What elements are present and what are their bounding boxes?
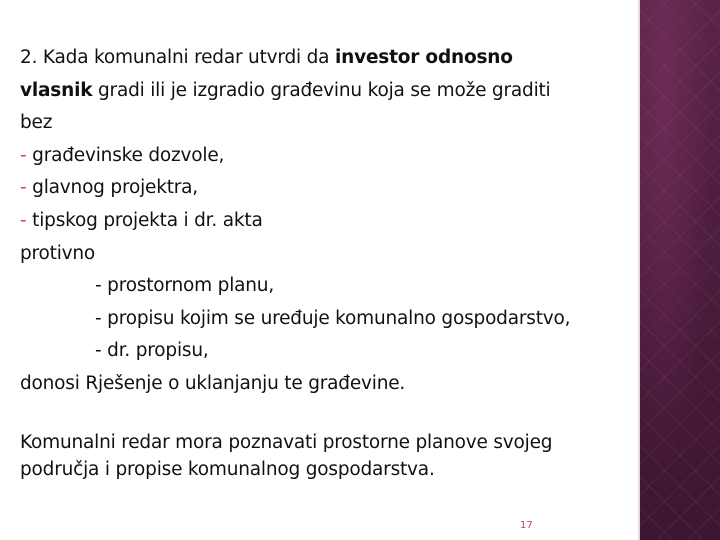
intro-line-2 [20,75,620,108]
bullet-item [20,172,620,205]
sub-item: - dr. propisu, [95,340,209,362]
bez-line: bez [20,112,53,134]
paragraph-spacer [20,401,620,429]
bullet-dash: - [20,177,27,199]
intro-bold-2: vlasnik [20,79,93,101]
bullet-text: građevinske dozvole, [32,144,225,166]
sub-item: - prostornom planu, [95,275,275,297]
intro-prefix: 2. Kada komunalni redar utvrdi da [20,47,335,68]
conclusion-line: donosi Rješenje o uklanjanju te građevine. [20,372,406,394]
bullet-item [20,205,620,238]
bullet-item [20,140,620,173]
page-number: 17 [520,520,533,531]
bullet-text: tipskog projekta i dr. akta [32,209,263,231]
bullet-text: glavnog projektra, [32,177,198,199]
final-paragraph-line-2: područja i propise komunalnog gospodarstva. [20,458,435,480]
final-paragraph-line-1: Komunalni redar mora poznavati prostorne planove svojeg [20,431,553,453]
bullet-dash: - [20,144,27,166]
decorative-side-panel [640,0,720,540]
intro-line-1 [20,42,620,75]
intro-bold-1: investor odnosno [334,47,513,68]
bullet-dash: - [20,209,27,231]
protivno-line: protivno [20,242,96,264]
sub-item: - propisu kojim se uređuje komunalno gospodarstvo, [95,307,571,329]
slide-body [20,42,620,483]
intro-rest: gradi ili je izgradio građevinu koja se može graditi [92,79,551,101]
